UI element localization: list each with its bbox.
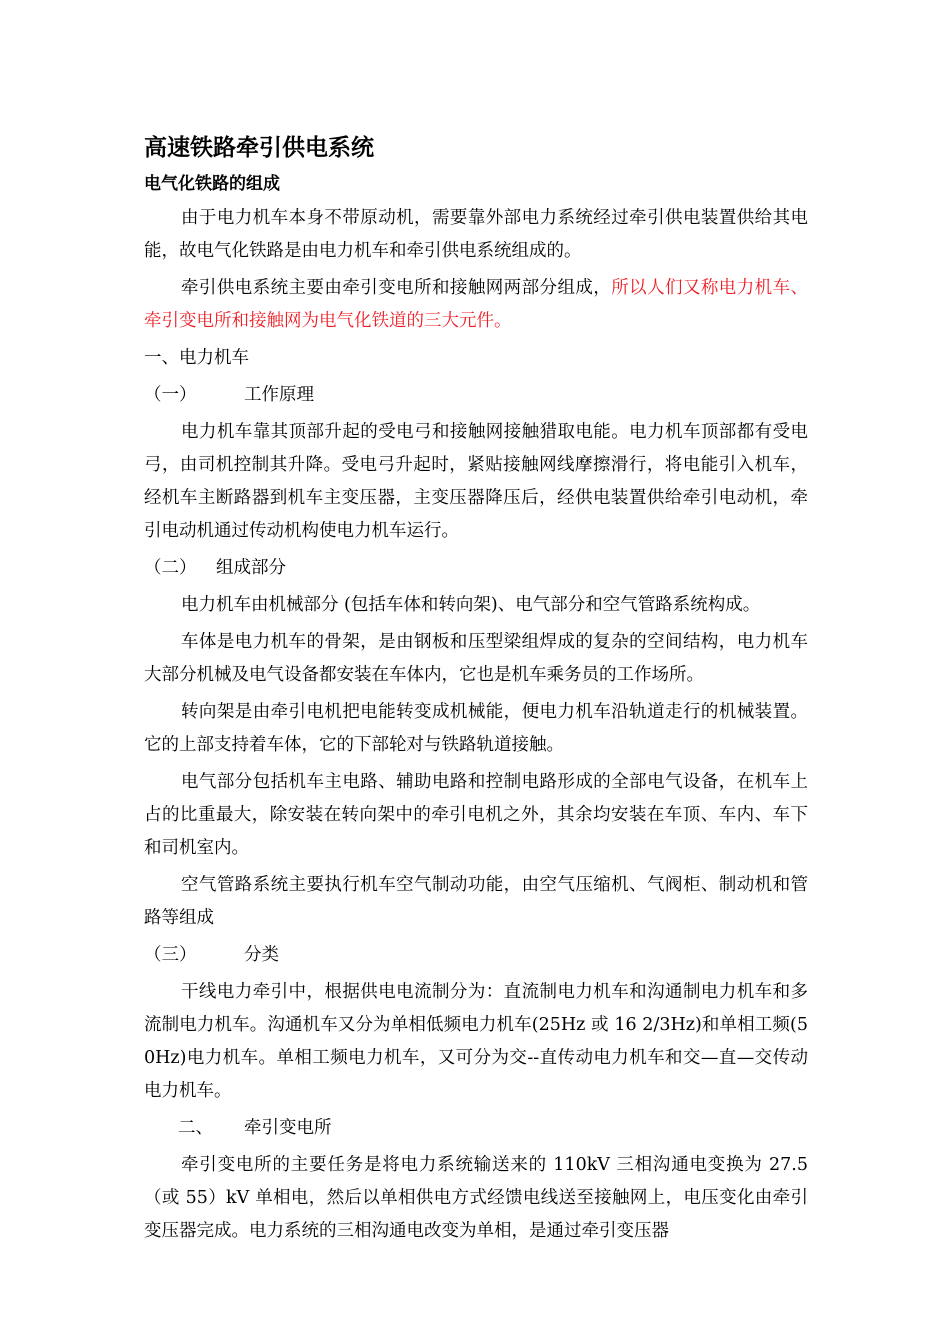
paragraph-classification: 干线电力牵引中，根据供电电流制分为：直流制电力机车和沟通制电力机车和多流制电力机车。沟通机车又分为单相低频电力机车(25Hz 或 16 2/3Hz)和单相工频(50Hz)电力机车。单相工频电力机车，又可分为交--直传动电力机车和交—直—交传动电力机车。 [144, 982, 808, 1101]
subsection-title: 工作原理 [244, 385, 314, 405]
paragraph-car-body: 车体是电力机车的骨架，是由钢板和压型梁组焊成的复杂的空间结构，电力机车大部分机械及电气设备都安装在车体内，它也是机车乘务员的工作场所。 [144, 632, 808, 685]
paragraph-composition: 电力机车由机械部分 (包括车体和转向架)、电气部分和空气管路系统构成。 [181, 595, 761, 615]
paragraph-electrical: 电气部分包括机车主电路、辅助电路和控制电路形成的全部电气设备，在机车上占的比重最大，除安装在转向架中的牵引电机之外，其余均安装在车顶、车内、车下和司机室内。 [144, 772, 808, 858]
section-heading-2 [144, 1112, 808, 1145]
highlighted-text: 所以人们又称电力机车、牵引变电所和接触网为电气化铁道的三大元件。 [144, 278, 808, 331]
subsection-number: （一） [144, 385, 197, 405]
subsection-number: （二） [144, 558, 197, 578]
subsection-number: （三） [144, 945, 197, 965]
paragraph-bogie: 转向架是由牵引电机把电能转变成机械能，便电力机车沿轨道走行的机械装置。它的上部支持着车体，它的下部轮对与铁路轨道接触。 [144, 702, 808, 755]
section-heading-1: 一、电力机车 [144, 348, 249, 368]
paragraph-air-system: 空气管路系统主要执行机车空气制动功能，由空气压缩机、气阀柜、制动机和管路等组成 [144, 875, 808, 928]
paragraph-components [144, 272, 808, 338]
subsection-heading-1 [144, 379, 808, 412]
document-body [144, 132, 808, 1252]
page-title: 高速铁路牵引供电系统 [144, 135, 374, 161]
paragraph-intro: 由于电力机车本身不带原动机，需要靠外部电力系统经过牵引供电装置供给其电能，故电气化铁路是由电力机车和牵引供电系统组成的。 [144, 208, 808, 261]
paragraph-components-text: 牵引供电系统主要由牵引变电所和接触网两部分组成， [181, 278, 612, 298]
paragraph-substation: 牵引变电所的主要任务是将电力系统输送来的 110kV 三相沟通电变换为 27.5（或 55）kV 单相电，然后以单相供电方式经馈电线送至接触网上，电压变化由牵引变压器完成。电力系统的三相沟通电改变为单相，是通过牵引变压器 [144, 1155, 808, 1241]
subsection-title: 组成部分 [216, 558, 286, 578]
subsection-heading-2 [144, 552, 808, 585]
subsection-title: 分类 [244, 945, 279, 965]
subsection-heading-3 [144, 939, 808, 972]
section-title: 牵引变电所 [244, 1118, 332, 1138]
paragraph-working-principle: 电力机车靠其顶部升起的受电弓和接触网接触猎取电能。电力机车顶部都有受电弓，由司机控制其升降。受电弓升起时，紧贴接触网线摩擦滑行，将电能引入机车，经机车主断路器到机车主变压器，主变压器降压后，经供电装置供给牵引电动机，牵引电动机通过传动机构使电力机车运行。 [144, 422, 808, 541]
section-number: 二、 [178, 1118, 213, 1138]
section-subtitle: 电气化铁路的组成 [144, 174, 280, 194]
